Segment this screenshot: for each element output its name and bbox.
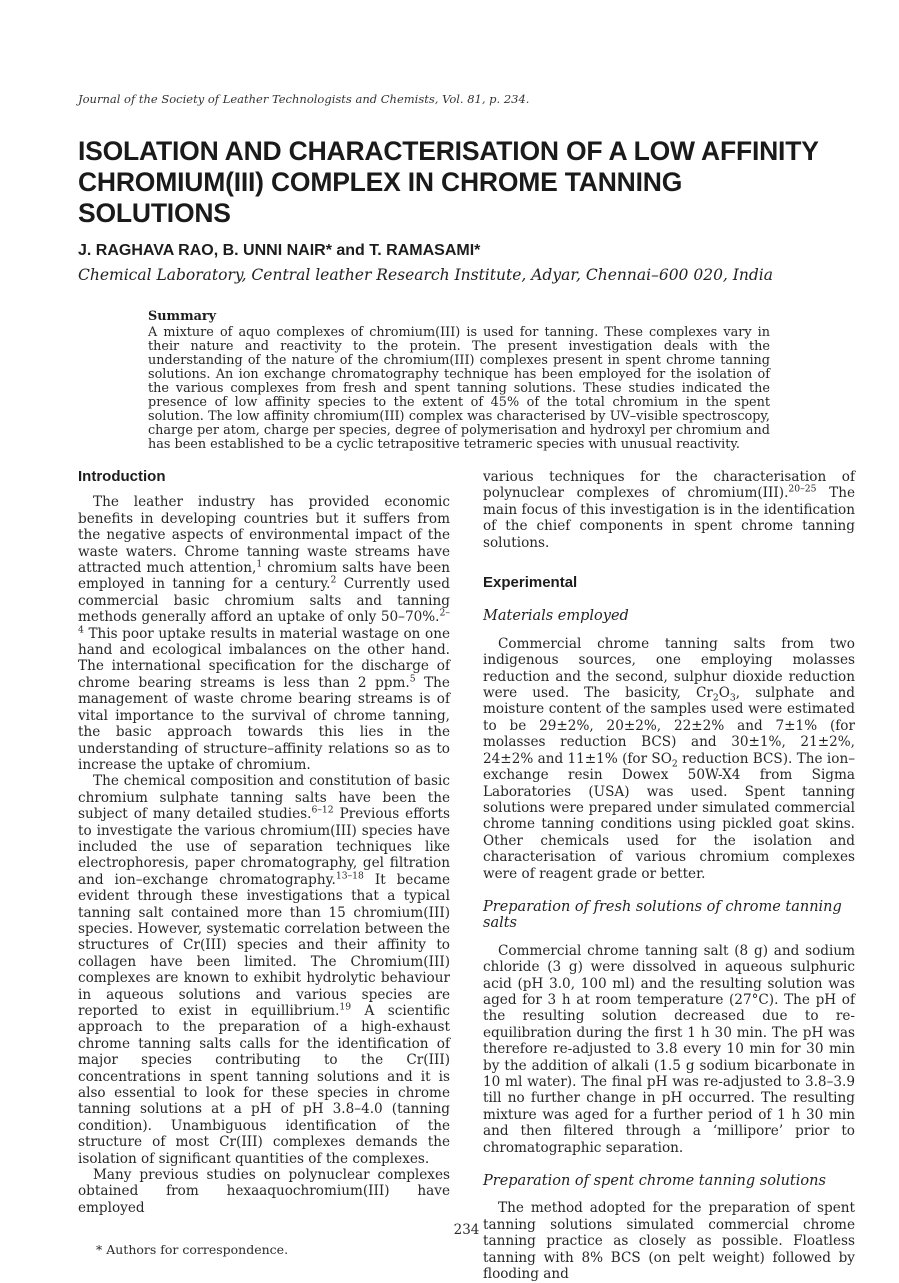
spent-solutions-paragraph: The method adopted for the preparation of spent tanning solutions simulated commercial chrome tanning practice as closely as possible. Floatless tanning with 8% BCS (on pelt weight) followed by flooding and xyxy=(483,1200,855,1283)
introduction-heading: Introduction xyxy=(78,468,166,485)
summary-body: A mixture of aquo complexes of chromium(III) is used for tanning. These complexes vary in their nature and reactivity to the protein. The present investigation deals with the understanding of the nature of the chromium(III) complexes present in spent chrome tanning solutions. An ion exchange chromatography technique has been employed for the isolation of the various complexes from fresh and spent tanning solutions. These studies indicated the presence of low affinity species to the extent of 45% of the total chromium in the spent solution. The low affinity chromium(III) complex was characterised by UV–visible spectroscopy, charge per atom, charge per species, degree of polymerisation and hydroxyl per chromium and has been established to be a cyclic tetrapositive tetrameric species with unusual reactivity. xyxy=(148,325,770,452)
materials-employed-paragraph: Commercial chrome tanning salts from two indigenous sources, one employing molasses reduction and the second, sulphur dioxide reduction were used. The basicity, $Cr_2O_3$, sulphate and moisture content of the samples used were estimated to be 29±2%, 20±2%, 22±2% and 7±1% (for molasses reduction BCS) and 30±1%, 21±2%, 24±2% and 11±1% (for $SO_2$ reduction BCS). The ion–exchange resin Dowex 50W-X4 from Sigma Laboratories (USA) was used. Spent tanning solutions were prepared under simulated commercial chrome tanning conditions using pickled goat skins. Other chemicals used for the isolation and characterisation of various chromium complexes were of reagent grade or better. xyxy=(483,635,855,882)
page-number: 234 xyxy=(453,1222,480,1238)
introduction-paragraph-3: Many previous studies on polynuclear complexes obtained from hexaaquochromium(III) have employed xyxy=(78,1167,450,1216)
two-column-body xyxy=(78,469,855,1282)
article-affiliation: Chemical Laboratory, Central leather Research Institute, Adyar, Chennai–600 020, India xyxy=(78,266,774,284)
fresh-solutions-paragraph: Commercial chrome tanning salt (8 g) and sodium chloride (3 g) were dissolved in aqueous sulphuric acid (pH 3.0, 100 ml) and the resulting solution was aged for 3 h at room temperature (27°C). The pH of the resulting solution decreased due to re-equilibration during the first 1 h 30 min. The pH was therefore re-adjusted to 3.8 every 10 min for 30 min by the addition of alkali (1.5 g sodium bicarbonate in 10 ml water). The final pH was re-adjusted to 3.8–3.9 till no further change in pH occurred. The resulting mixture was aged for a further period of 1 h 30 min and then filtered through a ‘millipore’ prior to chromatographic separation. xyxy=(483,942,855,1156)
left-column xyxy=(78,469,450,1282)
introduction-paragraph-1: The leather industry has provided economic benefits in developing countries but it suffers from the negative aspects of environmental impact of the waste waters. Chrome tanning waste streams have attracted much attention,$^1$ chromium salts have been employed in tanning for a century.$^2$ Currently used commercial basic chromium salts and tanning methods generally afford an uptake of only 50–70%.$^{2-4}$ This poor uptake results in material wastage on one hand and ecological imbalances on the other hand. The international specification for the discharge of chrome bearing streams is less than 2 ppm.$^5$ The management of waste chrome bearing streams is of vital importance to the survival of chrome tanning, the basic approach towards this lies in the understanding of structure–affinity relations so as to increase the uptake of chromium. xyxy=(78,494,451,773)
experimental-heading: Experimental xyxy=(483,574,578,592)
spent-solutions-subheading: Preparation of spent chrome tanning solutions xyxy=(483,1173,826,1190)
correspondence-footnote: * Authors for correspondence. xyxy=(96,1242,289,1258)
summary-heading: Summary xyxy=(148,309,217,324)
introduction-paragraph-2: The chemical composition and constitution of basic chromium sulphate tanning salts have been the subject of many detailed studies.$^{6-12}$ Previous efforts to investigate the various chromium(III) species have included the use of separation techniques like electrophoresis, paper chromatography, gel filtration and ion–exchange chromatography.$^{13-18}$ It became evident through these investigations that a typical tanning salt contained more than 15 chromium(III) species. However, systematic correlation between the structures of Cr(III) species and their affinity to collagen have been limited. The Chromium(III) complexes are known to exhibit hydrolytic behaviour in aqueous solutions and various species are reported to exist in equillibrium.$^{19}$ A scientific approach to the preparation of a high-exhaust chrome tanning salts calls for the identification of major species contributing to the Cr(III) concentrations in spent tanning solutions and it is also essential to look for these species in chrome tanning solutions at a pH of pH 3.8–4.0 (tanning condition). Unambiguous identification of the structure of most Cr(III) complexes demands the isolation of significant quantities of the complexes. xyxy=(78,773,450,1167)
journal-header-line: Journal of the Society of Leather Technologists and Chemists, Vol. 81, p. 234. xyxy=(78,92,530,106)
article-title: ISOLATION AND CHARACTERISATION OF A LOW AFFINITY CHROMIUM(III) COMPLEX IN CHROME TANNING SOLUTIONS xyxy=(78,136,819,228)
summary-section xyxy=(148,309,770,452)
article-authors: J. RAGHAVA RAO, B. UNNI NAIR* and T. RAMASAMI* xyxy=(78,242,481,259)
right-column xyxy=(483,469,855,1282)
introduction-continuation-paragraph: various techniques for the characterisation of polynuclear complexes of chromium(III).$^{20-25}$ The main focus of this investigation is in the identification of the chief components in spent chrome tanning solutions. xyxy=(483,469,855,551)
materials-employed-subheading: Materials employed xyxy=(483,608,629,625)
fresh-solutions-subheading: Preparation of fresh solutions of chrome tanning salts xyxy=(483,898,842,932)
